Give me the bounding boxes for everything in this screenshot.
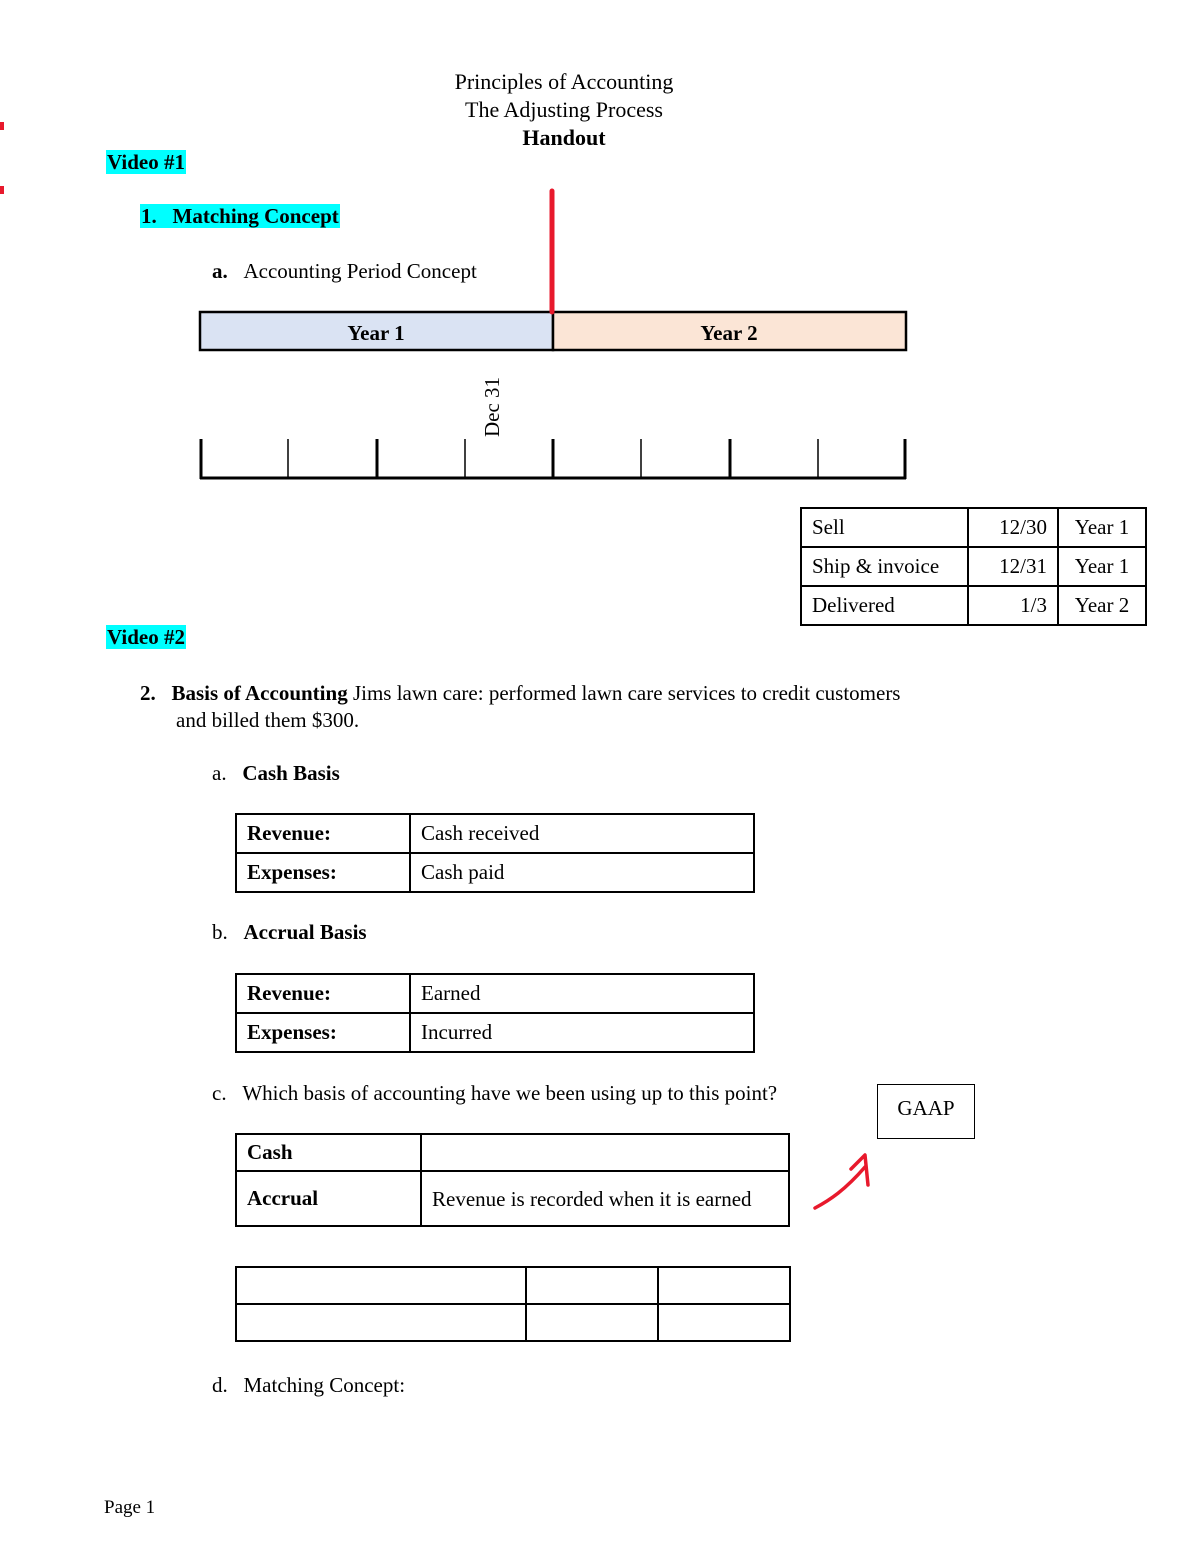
table-row bbox=[236, 1134, 789, 1171]
table-row bbox=[801, 508, 1146, 547]
event-cell: Ship & invoice bbox=[801, 547, 968, 586]
empty-cell bbox=[236, 1267, 526, 1304]
date-cell: 12/31 bbox=[968, 547, 1058, 586]
sub-item-question: c. Which basis of accounting have we been using up to this point? bbox=[212, 1081, 778, 1105]
video1-label: Video #1 bbox=[107, 150, 185, 174]
table-row bbox=[801, 547, 1146, 586]
row-label: Revenue: bbox=[236, 974, 410, 1013]
year-cell: Year 1 bbox=[1058, 547, 1146, 586]
table-row bbox=[236, 814, 754, 853]
gaap-answer-box: GAAP bbox=[877, 1084, 975, 1139]
annotation-mark bbox=[0, 186, 4, 194]
accrual-basis-table bbox=[235, 973, 755, 1053]
arrow-icon bbox=[805, 1145, 880, 1220]
table-row bbox=[236, 1267, 790, 1304]
sub-item-matching-concept: d. Matching Concept: bbox=[212, 1373, 406, 1397]
video2-label: Video #2 bbox=[107, 625, 185, 649]
item-title: Basis of Accounting bbox=[171, 681, 348, 705]
year2-label: Year 2 bbox=[700, 321, 758, 345]
basis-comparison-table bbox=[235, 1133, 790, 1227]
page-number: Page 1 bbox=[104, 1497, 156, 1518]
item-description: Jims lawn care: performed lawn care services to credit customers bbox=[347, 681, 901, 705]
empty-cell bbox=[658, 1304, 790, 1341]
empty-cell bbox=[236, 1304, 526, 1341]
section-basis-of-accounting bbox=[140, 680, 1040, 734]
row-label: Expenses: bbox=[236, 853, 410, 892]
event-cell: Sell bbox=[801, 508, 968, 547]
event-cell: Delivered bbox=[801, 586, 968, 625]
table-row bbox=[236, 1013, 754, 1052]
cash-basis-table bbox=[235, 813, 755, 893]
table-row bbox=[801, 586, 1146, 625]
sub-item-cash-basis: a. Cash Basis bbox=[212, 761, 340, 785]
year-cell: Year 1 bbox=[1058, 508, 1146, 547]
item-number: 1. bbox=[141, 204, 157, 228]
handout-label: Handout bbox=[522, 125, 606, 150]
annotation-mark bbox=[0, 122, 4, 130]
row-value: Revenue is recorded when it is earned bbox=[421, 1171, 789, 1226]
empty-cell bbox=[526, 1304, 658, 1341]
date-cell: 12/30 bbox=[968, 508, 1058, 547]
table-row bbox=[236, 974, 754, 1013]
sub-item-accounting-period: a. Accounting Period Concept bbox=[212, 259, 477, 283]
table-row bbox=[236, 1171, 789, 1226]
empty-cell bbox=[526, 1267, 658, 1304]
lesson-title: The Adjusting Process bbox=[465, 97, 663, 122]
row-value: Earned bbox=[410, 974, 754, 1013]
date-cell: 1/3 bbox=[968, 586, 1058, 625]
table-row bbox=[236, 1304, 790, 1341]
row-value: Cash paid bbox=[410, 853, 754, 892]
course-title: Principles of Accounting bbox=[454, 69, 674, 94]
year1-label: Year 1 bbox=[347, 321, 405, 345]
timeline-ruler bbox=[200, 439, 906, 479]
empty-worksheet-table bbox=[235, 1266, 791, 1342]
item-number: 2. bbox=[140, 681, 156, 705]
sale-timing-table bbox=[800, 507, 1147, 626]
row-label: Expenses: bbox=[236, 1013, 410, 1052]
accounting-period-timeline bbox=[190, 185, 920, 490]
row-label: Accrual bbox=[236, 1171, 421, 1226]
row-value bbox=[421, 1134, 789, 1171]
empty-cell bbox=[658, 1267, 790, 1304]
dec31-label: Dec 31 bbox=[480, 376, 504, 438]
row-value: Incurred bbox=[410, 1013, 754, 1052]
item-description-cont: and billed them $300. bbox=[176, 708, 360, 732]
row-label: Revenue: bbox=[236, 814, 410, 853]
row-value: Cash received bbox=[410, 814, 754, 853]
document-header bbox=[364, 68, 764, 152]
table-row bbox=[236, 853, 754, 892]
sub-item-accrual-basis: b. Accrual Basis bbox=[212, 920, 367, 944]
year-cell: Year 2 bbox=[1058, 586, 1146, 625]
item-title: Matching Concept bbox=[172, 204, 339, 228]
row-label: Cash bbox=[236, 1134, 421, 1171]
